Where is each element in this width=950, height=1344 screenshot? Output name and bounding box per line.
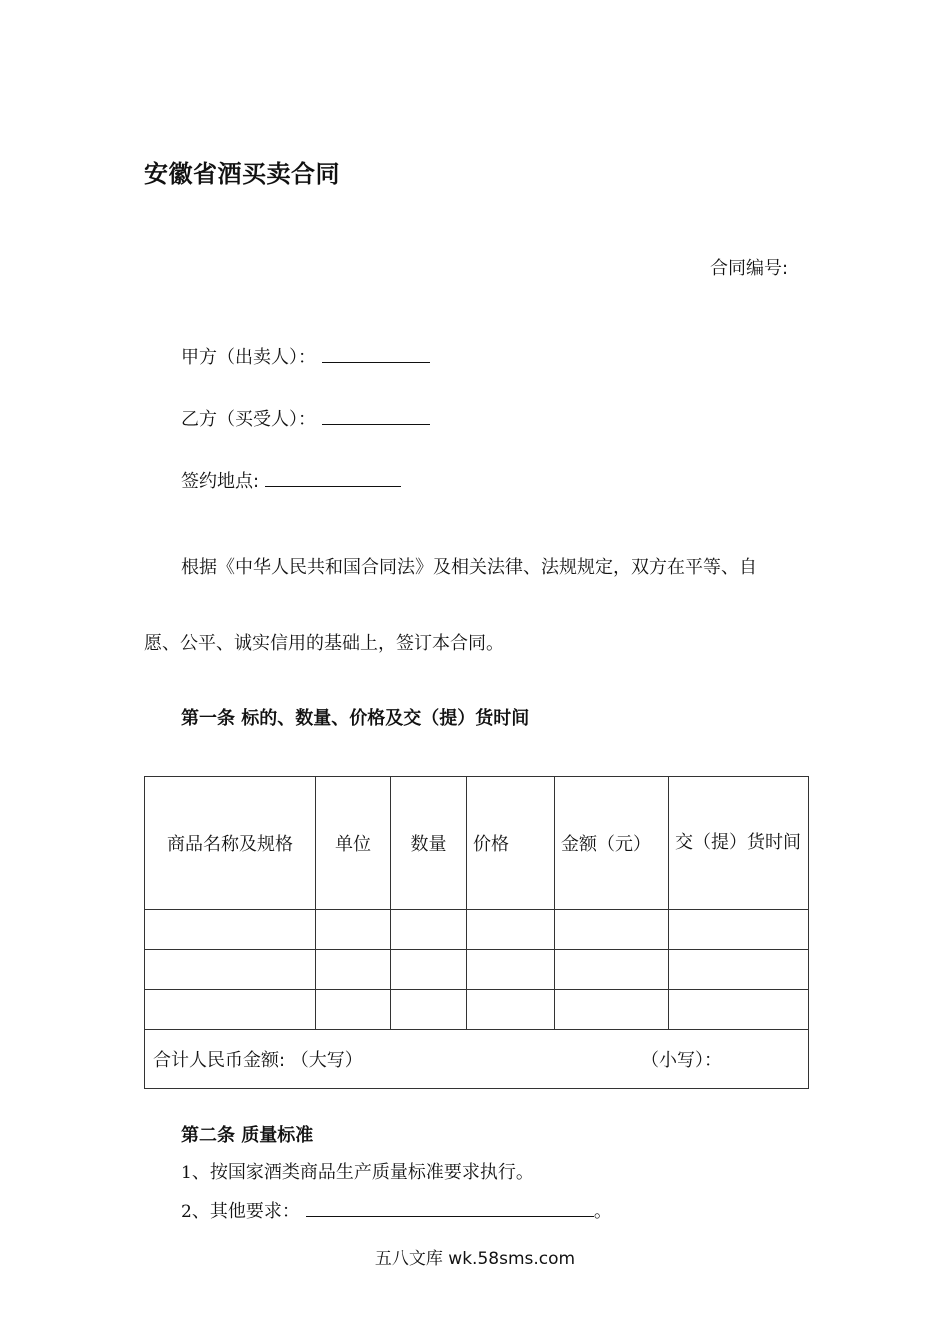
quality-item-2-text: 、其他要求：	[191, 1201, 300, 1222]
party-a-label: 甲方（出卖人）：	[181, 347, 316, 368]
quality-item-1-number: 1	[181, 1163, 192, 1183]
total-amount-label: 合计人民币金额: （大写）	[153, 1050, 363, 1071]
cell-delivery[interactable]	[669, 910, 809, 950]
party-a-blank	[322, 342, 430, 363]
table-row	[145, 950, 809, 990]
cell-product[interactable]	[145, 910, 316, 950]
header-product-name: 商品名称及规格	[145, 777, 316, 910]
goods-table	[144, 776, 809, 1089]
total-cell	[145, 1030, 809, 1089]
cell-amount[interactable]	[555, 950, 669, 990]
quality-item-2-number: 2	[181, 1202, 192, 1222]
article-2-title: 第二条 质量标准	[181, 1125, 314, 1146]
signing-place-label: 签约地点:	[181, 471, 260, 492]
header-delivery-time: 交（提）货时间	[669, 777, 809, 910]
cell-product[interactable]	[145, 950, 316, 990]
cell-quantity[interactable]	[391, 910, 467, 950]
intro-line-2: 愿、公平、诚实信用的基础上，签订本合同。	[144, 633, 504, 654]
party-a-line	[181, 342, 430, 369]
header-unit: 单位	[316, 777, 391, 910]
cell-delivery[interactable]	[669, 950, 809, 990]
quality-item-2	[181, 1196, 612, 1223]
cell-price[interactable]	[467, 990, 555, 1030]
cell-price[interactable]	[467, 950, 555, 990]
intro-line-1: 根据《中华人民共和国合同法》及相关法律、法规规定，双方在平等、自	[181, 557, 757, 578]
table-row	[145, 910, 809, 950]
cell-unit[interactable]	[316, 950, 391, 990]
table-total-row	[145, 1030, 809, 1089]
party-b-line	[181, 404, 430, 431]
cell-amount[interactable]	[555, 990, 669, 1030]
article-1-title: 第一条 标的、数量、价格及交（提）货时间	[181, 708, 530, 729]
total-small-label: （小写）：	[641, 1050, 722, 1071]
cell-amount[interactable]	[555, 910, 669, 950]
footer-watermark: 五八文库 wk.58sms.com	[374, 1249, 576, 1269]
quality-item-1-text: 、按国家酒类商品生产质量标准要求执行。	[191, 1162, 534, 1183]
document-title: 安徽省酒买卖合同	[144, 160, 340, 188]
cell-quantity[interactable]	[391, 990, 467, 1030]
quality-other-blank	[306, 1196, 594, 1217]
cell-delivery[interactable]	[669, 990, 809, 1030]
cell-unit[interactable]	[316, 990, 391, 1030]
cell-product[interactable]	[145, 990, 316, 1030]
party-b-blank	[322, 404, 430, 425]
cell-unit[interactable]	[316, 910, 391, 950]
cell-quantity[interactable]	[391, 950, 467, 990]
quality-item-1	[181, 1158, 534, 1184]
header-amount: 金额（元）	[555, 777, 669, 910]
signing-place-line	[181, 466, 401, 493]
header-quantity: 数量	[391, 777, 467, 910]
table-header-row	[145, 777, 809, 910]
contract-number-label: 合同编号:	[710, 258, 789, 279]
cell-price[interactable]	[467, 910, 555, 950]
party-b-label: 乙方（买受人）：	[181, 409, 316, 430]
quality-item-2-end: 。	[593, 1201, 612, 1222]
table-row	[145, 990, 809, 1030]
signing-place-blank	[265, 466, 401, 487]
header-price: 价格	[467, 777, 555, 910]
